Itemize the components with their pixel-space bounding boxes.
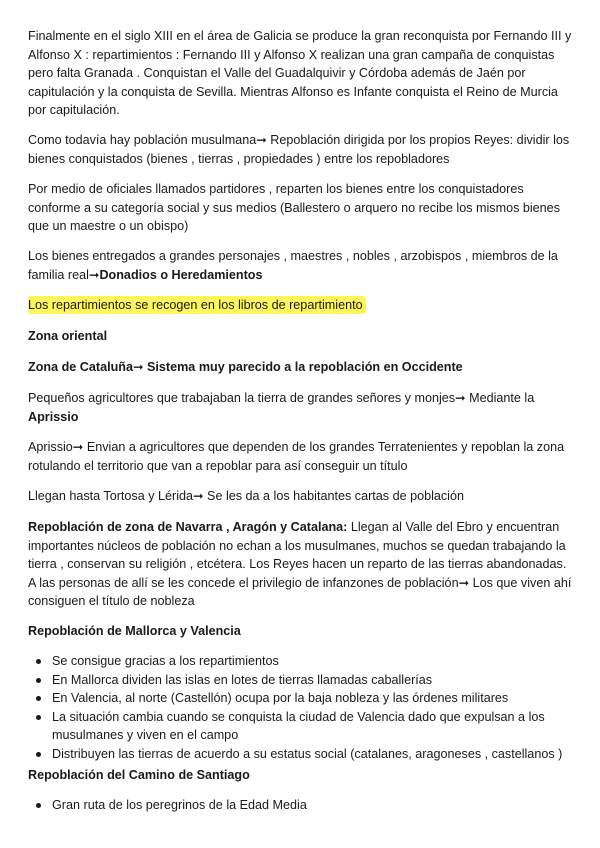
list-item: En Mallorca dividen las islas en lotes de tierras llamadas caballerías [28, 671, 576, 690]
list-item: Se consigue gracias a los repartimientos [28, 652, 576, 671]
highlight-text: Los repartimientos se recogen en los libros de repartimiento [28, 296, 366, 314]
list-item: En Valencia, al norte (Castellón) ocupa por la baja nobleza y las órdenes militares [28, 689, 576, 708]
highlighted-note [28, 296, 576, 315]
paragraph-poblacion-musulmana: Como todavía hay población musulmana➞ Repoblación dirigida por los propios Reyes: dividir los bienes conquistados (bienes , tierras , propiedades ) entre los repobladores [28, 133, 570, 166]
list-mallorca-valencia [28, 652, 576, 764]
navarra-text: Llegan al Valle del Ebro y encuentran importantes núcleos de población no echan a los musulmanes, muchos se quedan trabajando la tierra , conservan su religión , etcétera. Los Reyes hacen un reparto de las tierras abandonadas. A las personas de allí se les concede el privilegio de infanzones de población➞ Los que viven ahí consiguen el título de nobleza [28, 520, 572, 609]
paragraph-partidores: Por medio de oficiales llamados partidores , reparten los bienes entre los conquistadores conforme a su categoría social y sus medios (Ballestero o arquero no recibe los mismos bienes que un maestre o un obispo) [28, 182, 560, 234]
paragraph-reconquista: Finalmente en el siglo XIII en el área de Galicia se produce la gran reconquista por Fernando III y Alfonso X : repartimientos : Fernando III y Alfonso X realizan una gran campaña de conquistas pero falta Granada . Conquistan el Valle del Guadalquivir y Córdoba además de Jaén por capitulación y la conquista de Sevilla. Mientras Alfonso es Infante conquista el Reino de Murcia por capitulación. [28, 29, 572, 118]
donadios-bold: Donadios o Heredamientos [99, 267, 263, 282]
navarra-heading: Repoblación de zona de Navarra , Aragón y Catalana: [28, 520, 348, 534]
paragraph-donadios [28, 247, 576, 284]
heading-camino-santiago: Repoblación del Camino de Santiago [28, 768, 250, 782]
paragraph-aprissio-intro [28, 389, 576, 426]
list-item: Distribuyen las tierras de acuerdo a su estatus social (catalanes, aragoneses , castellanos ) [28, 745, 576, 764]
aprissio-text: Pequeños agricultores que trabajaban la tierra de grandes señores y monjes➞ Mediante la [28, 391, 535, 405]
paragraph-aprissio: Aprissio➞ Envian a agricultores que dependen de los grandes Terratenientes y repoblan la zona rotulando el territorio que van a repoblar para así conseguir un título [28, 440, 565, 473]
aprissio-bold: Aprissio [28, 409, 79, 424]
paragraph-navarra-aragon [28, 518, 576, 611]
heading-zona-cataluna: Zona de Cataluña➞ Sistema muy parecido a la repoblación en Occidente [28, 360, 463, 374]
heading-zona-oriental: Zona oriental [28, 329, 108, 343]
list-item: Gran ruta de los peregrinos de la Edad Media [28, 796, 576, 815]
heading-mallorca-valencia: Repoblación de Mallorca y Valencia [28, 624, 241, 638]
list-camino-santiago [28, 796, 576, 815]
paragraph-tortosa: Llegan hasta Tortosa y Lérida➞ Se les da a los habitantes cartas de población [28, 489, 464, 503]
donadios-text: Los bienes entregados a grandes personajes , maestres , nobles , arzobispos , miembros de la familia real➞ [28, 249, 558, 282]
list-item: La situación cambia cuando se conquista la ciudad de Valencia dado que expulsan a los musulmanes y viven en el campo [28, 708, 576, 745]
